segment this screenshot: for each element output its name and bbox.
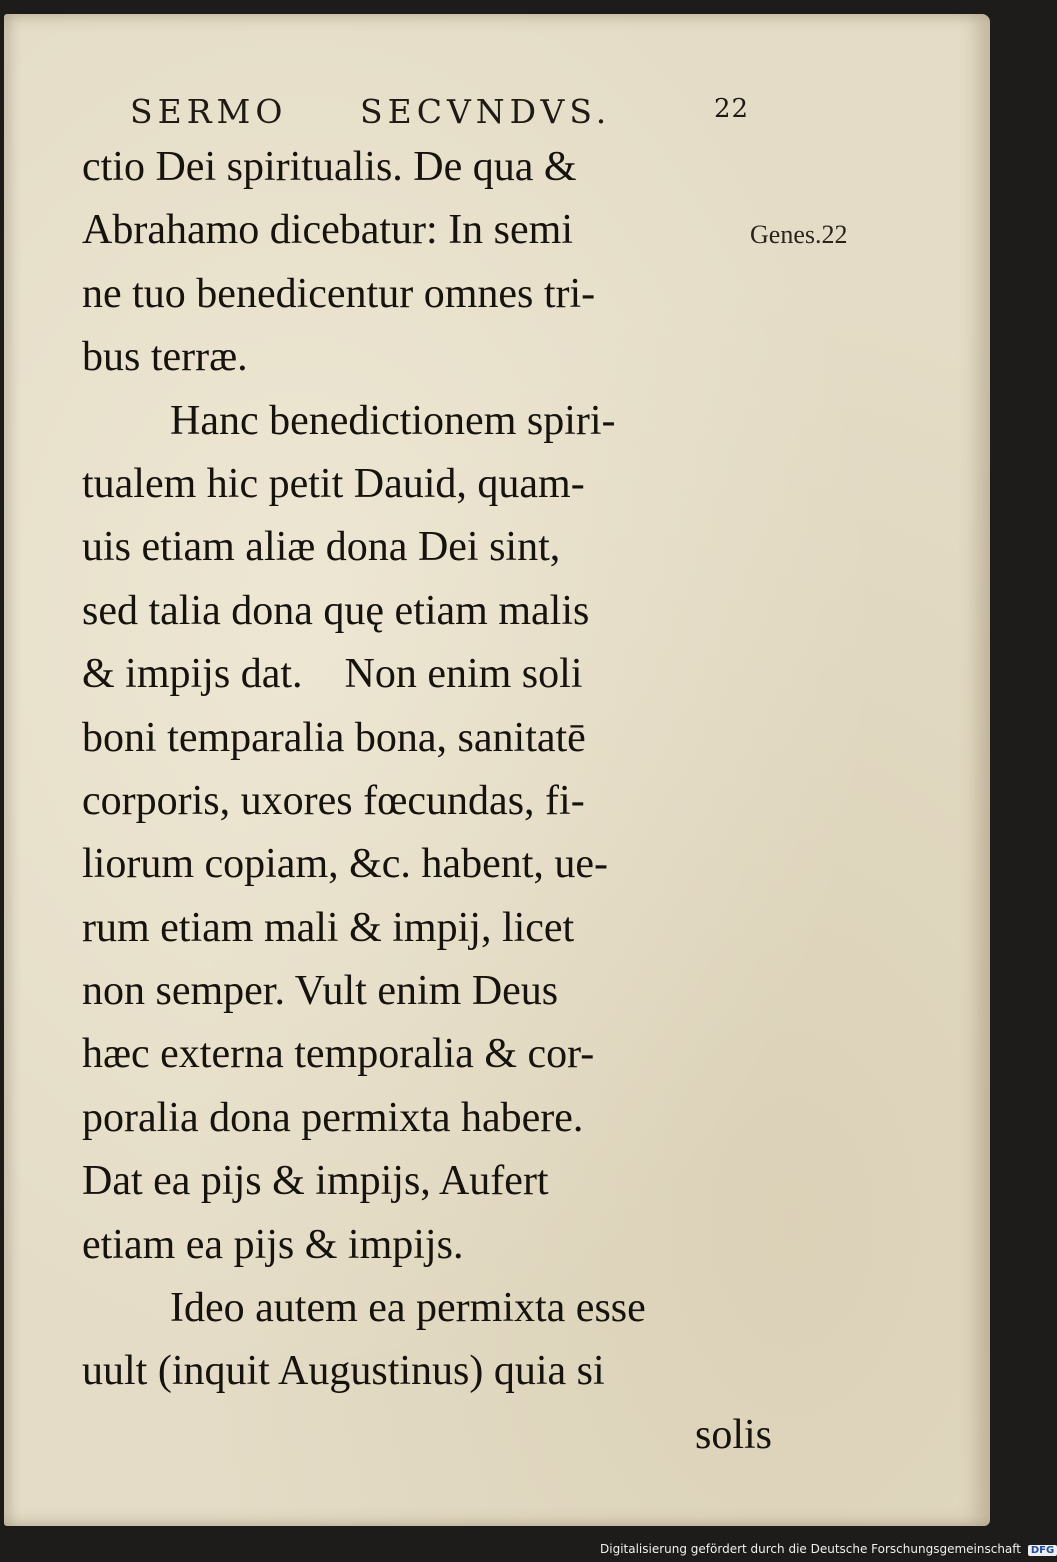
text-line: ctio Dei spiritualis. De qua & bbox=[82, 144, 577, 190]
text-line: etiam ea pijs & impijs. bbox=[82, 1221, 464, 1268]
marginal-note: Genes.22 bbox=[750, 220, 848, 249]
catchword: solis bbox=[694, 1411, 772, 1458]
text-line: non semper. Vult enim Deus bbox=[82, 968, 559, 1015]
text-line: bus terræ. bbox=[82, 334, 248, 381]
paragraph-start-line: Ideo autem ea permixta esse bbox=[170, 1285, 646, 1332]
text-line: uis etiam aliæ dona Dei sint, bbox=[82, 524, 561, 571]
credit-text: Digitalisierung gefördert durch die Deutsche Forschungsgemeinschaft bbox=[600, 1542, 1022, 1556]
book-page bbox=[4, 14, 990, 1526]
running-header bbox=[130, 92, 750, 132]
text-line: ne tuo benedicentur omnes tri- bbox=[82, 270, 596, 317]
text-line: tualem hic petit Dauid, quam- bbox=[82, 460, 585, 507]
text-line: uult (inquit Augustinus) quia si bbox=[82, 1348, 605, 1395]
text-line: sed talia dona quę etiam malis bbox=[82, 587, 590, 634]
text-line: & impijs dat. Non enim soli bbox=[82, 651, 583, 698]
page-number: 22 bbox=[714, 94, 750, 124]
text-line: poralia dona permixta habere. bbox=[82, 1094, 584, 1141]
text-line: rum etiam mali & impij, licet bbox=[82, 904, 575, 951]
text-line: liorum copiam, &c. habent, ue- bbox=[82, 841, 609, 888]
digitization-credit bbox=[600, 1542, 1055, 1560]
text-line: Dat ea pijs & impijs, Aufert bbox=[82, 1158, 549, 1205]
body-text bbox=[82, 136, 782, 1467]
paragraph-start-line: Hanc benedictionem spiri- bbox=[170, 397, 616, 444]
text-line: hæc externa temporalia & cor- bbox=[82, 1031, 595, 1078]
running-title-right: SECVNDVS. bbox=[360, 92, 612, 131]
text-line: corporis, uxores fœcundas, fi- bbox=[82, 777, 585, 824]
dfg-logo: DFG bbox=[1028, 1545, 1057, 1556]
text-line: Abrahamo dicebatur: In semi bbox=[82, 207, 573, 254]
running-title-left: SERMO bbox=[130, 92, 288, 131]
text-line: boni temparalia bona, sanitatē bbox=[82, 714, 586, 761]
